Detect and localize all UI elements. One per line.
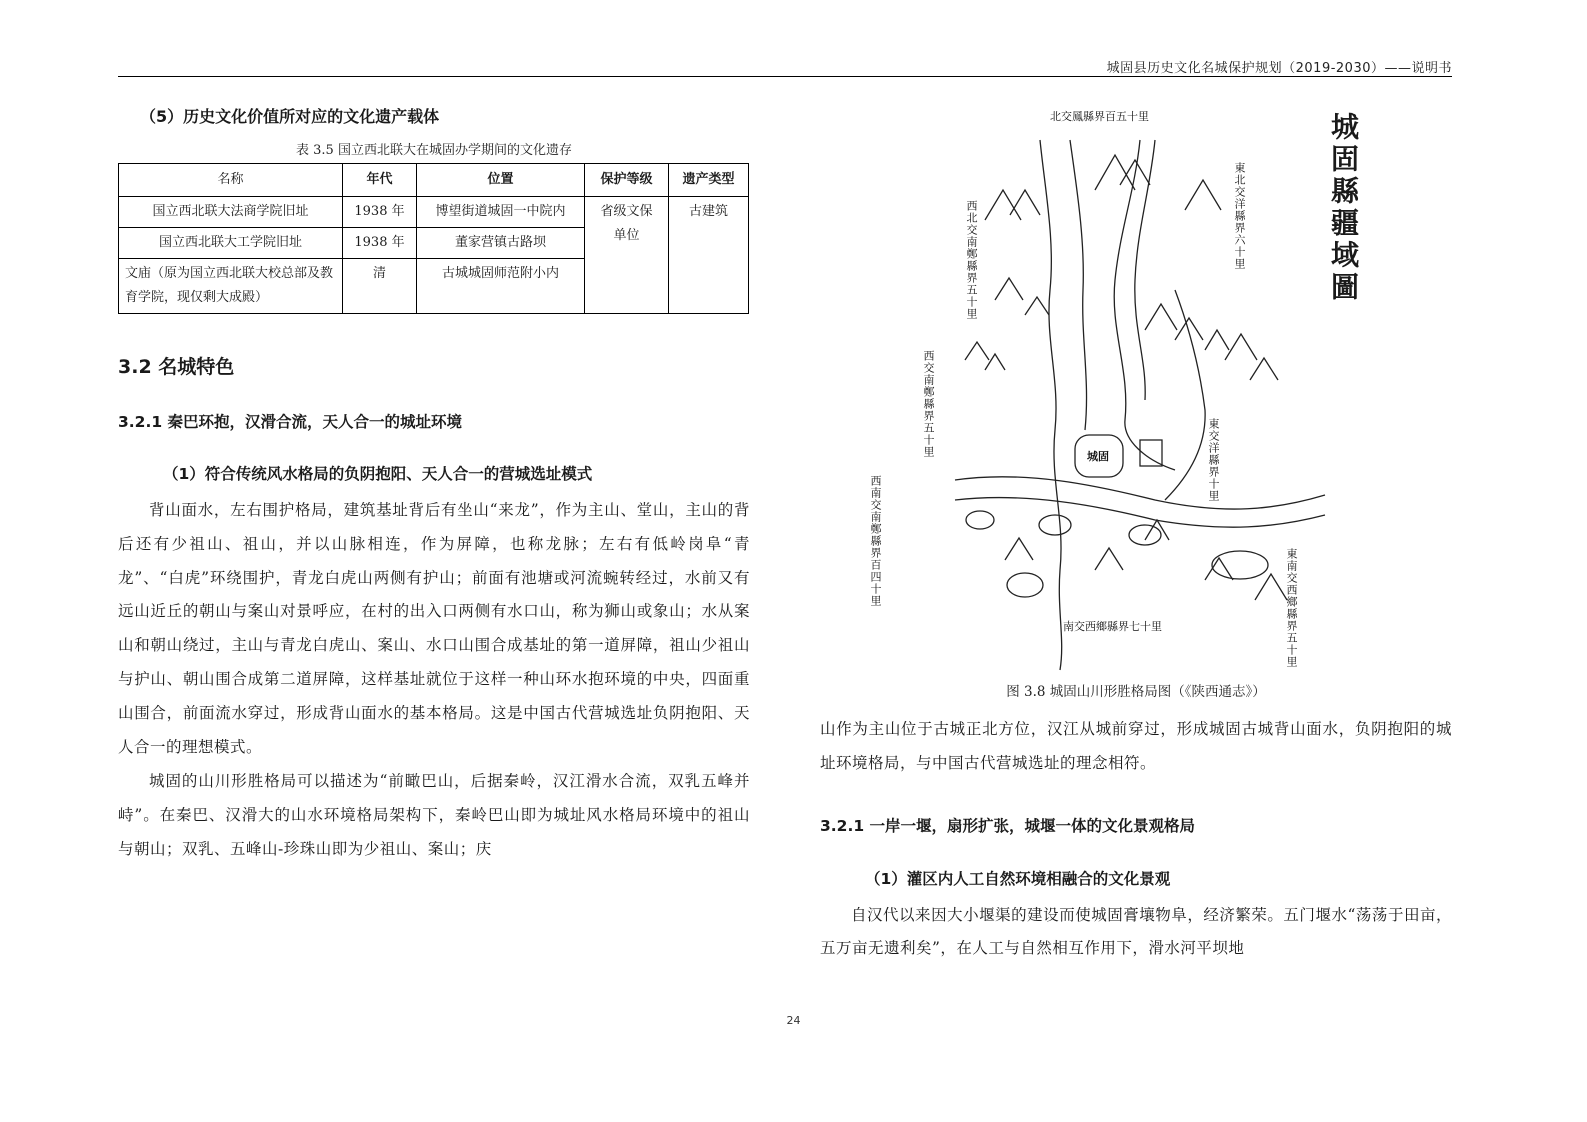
subsection-1b-title: （1）灌区内人工自然环境相融合的文化景观: [865, 869, 1171, 888]
table-cell: 董家营镇古路坝: [417, 228, 585, 259]
table-header-type: 遗产类型: [669, 164, 749, 197]
figure-caption: 图 3.8 城固山川形胜格局图（《陕西通志》）: [1006, 684, 1266, 700]
map-label-west: 西交南鄭縣界五十里: [922, 350, 935, 458]
map-label-northeast: 東北交洋縣界六十里: [1233, 162, 1246, 270]
table-header-era: 年代: [343, 164, 417, 197]
table-cell-protection-level: [585, 197, 669, 314]
map-label-southwest: 西南交南鄭縣界百四十里: [869, 475, 882, 607]
table-cell: 1938 年: [343, 197, 417, 228]
table-header-name: 名称: [119, 164, 343, 197]
table-header-location: 位置: [417, 164, 585, 197]
subsection-1-title: （1）符合传统风水格局的负阴抱阳、天人合一的营城选址模式: [163, 465, 593, 483]
heritage-table: [118, 163, 749, 314]
section-3-2-1-title: 3.2.1 秦巴环抱，汉滑合流，天人合一的城址环境: [118, 413, 463, 431]
table-cell: 1938 年: [343, 228, 417, 259]
page-number: 24: [786, 1014, 801, 1027]
table-caption: 表 3.5 国立西北联大在城固办学期间的文化遗存: [296, 143, 572, 158]
table-cell: 博望街道城固一中院内: [417, 197, 585, 228]
map-label-north-text: 北交鳳縣界百五十里: [1050, 110, 1149, 123]
running-header: 城固县历史文化名城保护规划（2019-2030）——说明书: [1106, 61, 1452, 76]
header-divider: [118, 76, 1452, 77]
paragraph-landscape: 城固的山川形胜格局可以描述为“前瞰巴山，后据秦岭，汉江滑水合流，双乳五峰并峙”。在秦巴、汉滑大的山水环境格局架构下，秦岭巴山即为城址风水格局环境中的祖山与朝山；双乳、五峰山-珍珠山即为少祖山、案山；庆: [118, 772, 750, 858]
map-label-northwest: 西北交南鄭縣界五十里: [965, 200, 978, 320]
county-map-figure: [845, 100, 1450, 672]
paragraph-continued: 山作为主山位于古城正北方位，汉江从城前穿过，形成城固古城背山面水，负阴抱阳的城址环境格局，与中国古代营城选址的理念相符。: [820, 720, 1452, 772]
paragraph-fengshui: 背山面水，左右围护格局，建筑基址背后有坐山“来龙”，作为主山、堂山，主山的背后还有少祖山、祖山，并以山脉相连，作为屏障，也称龙脉；左右有低岭岗阜“青龙”、“白虎”环绕围护，青龙白虎山两侧有护山；前面有池塘或河流蜿转经过，水前又有远山近丘的朝山与案山对景呼应，在村的出入口两侧有水口山，称为狮山或象山；水从案山和朝山绕过，主山与青龙白虎山、案山、水口山围合成基址的第一道屏障，祖山少祖山与护山、朝山围合成第二道屏障，这样基址就位于这样一种山环水抱环境的中央，四面重山围合，前面流水穿过，形成背山面水的基本格局。这是中国古代营城选址负阴抱阳、天人合一的理想模式。: [118, 501, 750, 756]
table-cell: 古城城固师范附小内: [417, 259, 585, 314]
map-title: [1325, 112, 1369, 304]
left-column: [118, 100, 750, 867]
table-cell: 国立西北联大法商学院旧址: [119, 197, 343, 228]
paragraph-irrigation: 自汉代以来因大小堰渠的建设而使城固膏壤物阜，经济繁荣。五门堰水“荡荡于田亩，五万亩无遗利矣”，在人工与自然相互作用下，滑水河平坝地: [820, 905, 1452, 958]
table-cell: 清: [343, 259, 417, 314]
map-label-north: [1050, 108, 1149, 124]
section-5-title: （5）历史文化价值所对应的文化遗产载体: [140, 107, 440, 126]
table-row: [119, 197, 749, 228]
map-label-city: 城固: [1087, 450, 1109, 463]
table-header-protection: 保护等级: [585, 164, 669, 197]
map-title-text: 城固縣疆域圖: [1327, 112, 1360, 304]
map-label-south: 南交西鄉縣界七十里: [1063, 620, 1162, 633]
table-cell: 国立西北联大工学院旧址: [119, 228, 343, 259]
table-header-row: [119, 164, 749, 197]
table-cell: 文庙（原为国立西北联大校总部及教育学院，现仅剩大成殿）: [119, 259, 343, 314]
table-cell-heritage-type: 古建筑: [669, 197, 749, 314]
map-label-southeast: 東南交西鄉縣界五十里: [1285, 548, 1298, 668]
right-column: [820, 713, 1452, 966]
section-3-2-title: 3.2 名城特色: [118, 356, 235, 378]
protection-level-text: 省级文保单位: [600, 204, 653, 243]
map-label-east: 東交洋縣界十里: [1207, 418, 1220, 502]
section-3-2-1b-title: 3.2.1 一岸一堰，扇形扩张，城堰一体的文化景观格局: [820, 816, 1196, 835]
